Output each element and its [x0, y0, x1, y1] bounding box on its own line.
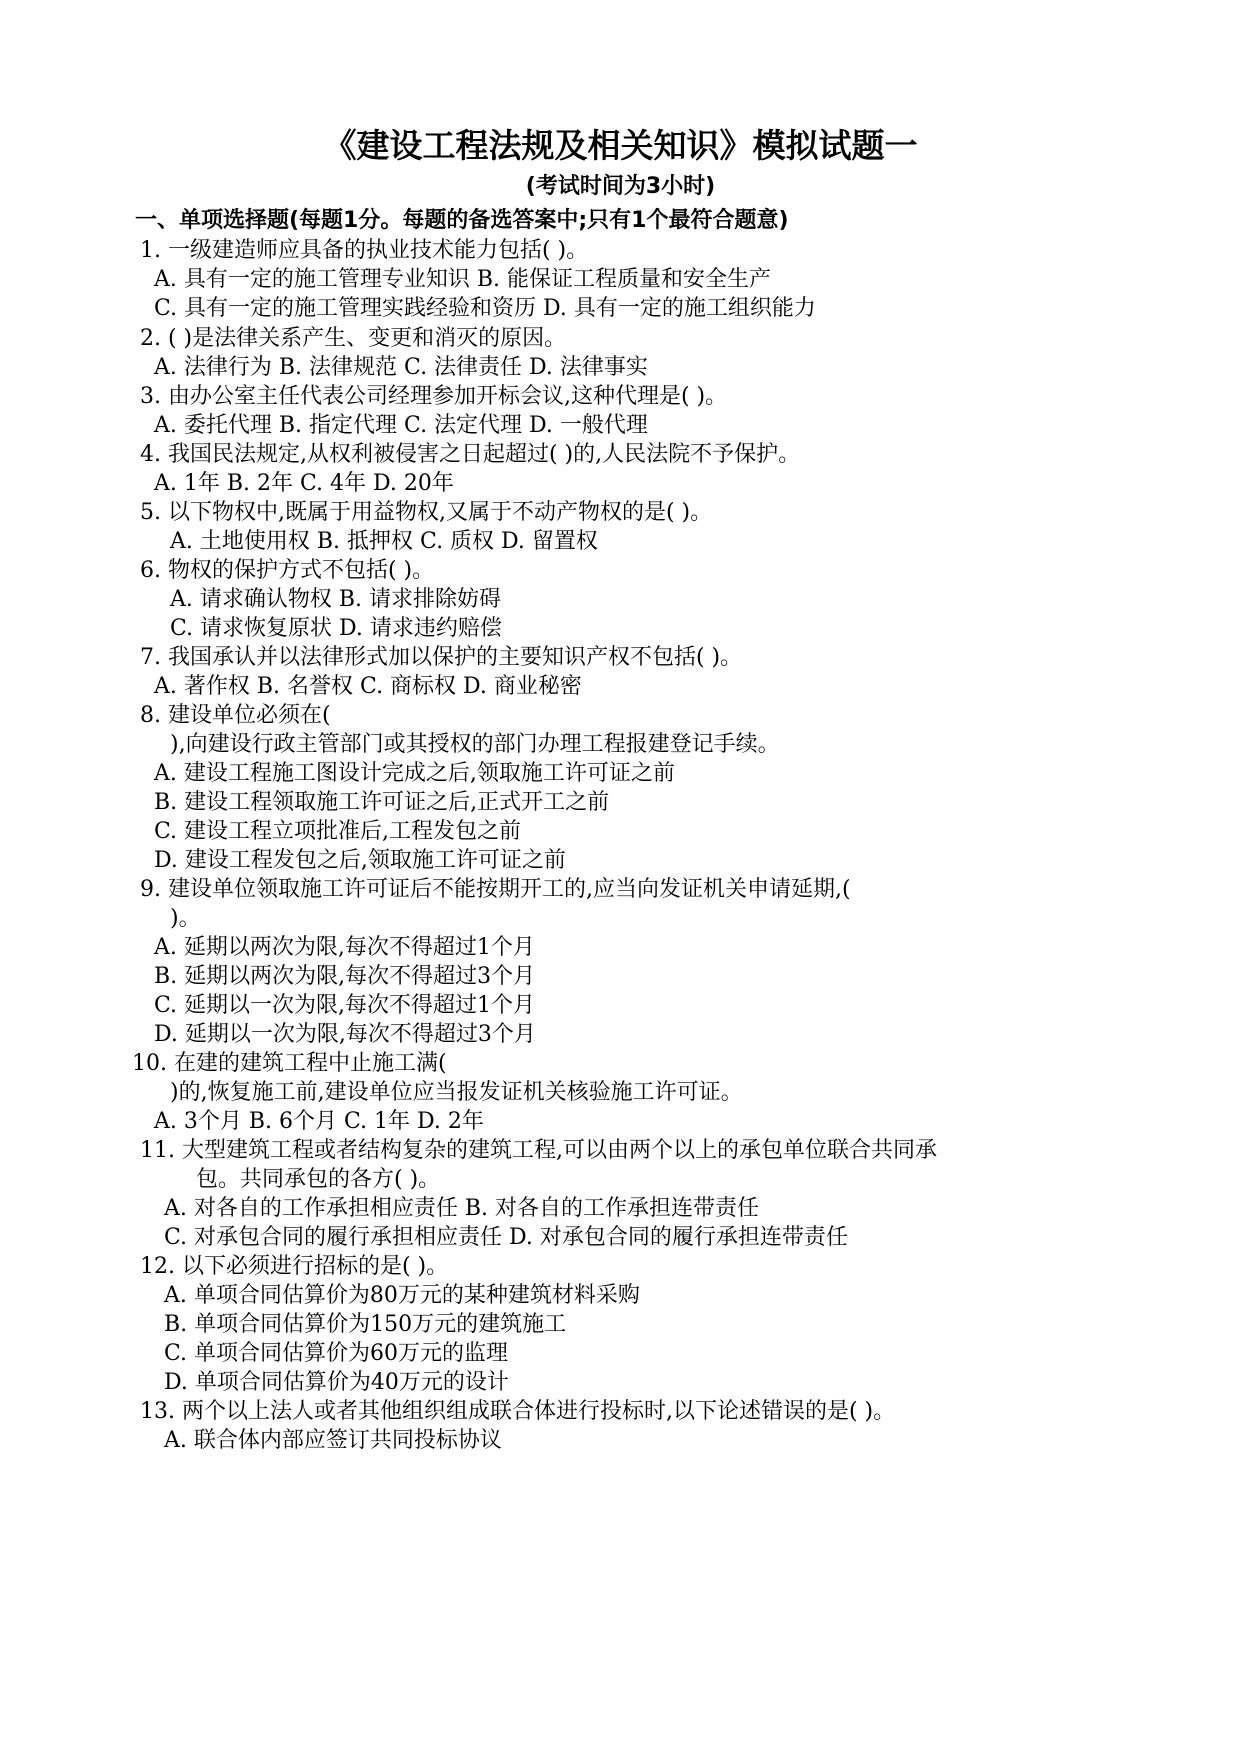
question-1-options-line-2: C. 具有一定的施工管理实践经验和资历 D. 具有一定的施工组织能力	[154, 296, 816, 321]
question-9-stem-continued: )。	[170, 906, 201, 931]
question-8-stem: 8. 建设单位必须在(	[140, 703, 331, 728]
question-12-option-b: B. 单项合同估算价为150万元的建筑施工	[164, 1312, 567, 1337]
question-12-option-c: C. 单项合同估算价为60万元的监理	[164, 1341, 509, 1366]
question-12-option-a: A. 单项合同估算价为80万元的某种建筑材料采购	[164, 1283, 640, 1308]
question-8-option-b: B. 建设工程领取施工许可证之后,正式开工之前	[154, 790, 610, 815]
question-10-stem-continued: )的,恢复施工前,建设单位应当报发证机关核验施工许可证。	[170, 1080, 743, 1105]
question-8-option-a: A. 建设工程施工图设计完成之后,领取施工许可证之前	[154, 761, 675, 786]
question-7-options: A. 著作权 B. 名誉权 C. 商标权 D. 商业秘密	[154, 674, 582, 699]
question-9-stem: 9. 建设单位领取施工许可证后不能按期开工的,应当向发证机关申请延期,(	[140, 877, 851, 902]
question-11-options-line-1: A. 对各自的工作承担相应责任 B. 对各自的工作承担连带责任	[164, 1196, 760, 1221]
question-10-stem: 10. 在建的建筑工程中止施工满(	[132, 1051, 447, 1076]
question-2-options: A. 法律行为 B. 法律规范 C. 法律责任 D. 法律事实	[154, 355, 648, 380]
section-heading: 一、单项选择题(每题1分。每题的备选答案中;只有1个最符合题意)	[135, 208, 789, 233]
question-4-stem: 4. 我国民法规定,从权利被侵害之日起超过( )的,人民法院不予保护。	[140, 442, 801, 467]
question-12-option-d: D. 单项合同估算价为40万元的设计	[164, 1370, 509, 1395]
question-6-options-line-2: C. 请求恢复原状 D. 请求违约赔偿	[170, 616, 502, 641]
question-9-option-b: B. 延期以两次为限,每次不得超过3个月	[154, 964, 536, 989]
question-13-stem: 13. 两个以上法人或者其他组织组成联合体进行投标时,以下论述错误的是( )。	[140, 1399, 896, 1424]
question-10-options: A. 3个月 B. 6个月 C. 1年 D. 2年	[154, 1109, 484, 1134]
question-8-option-c: C. 建设工程立项批准后,工程发包之前	[154, 819, 522, 844]
question-12-stem: 12. 以下必须进行招标的是( )。	[140, 1254, 449, 1279]
question-8-option-d: D. 建设工程发包之后,领取施工许可证之前	[154, 848, 566, 873]
question-9-option-a: A. 延期以两次为限,每次不得超过1个月	[154, 935, 535, 960]
question-8-stem-continued: ),向建设行政主管部门或其授权的部门办理工程报建登记手续。	[170, 732, 780, 757]
question-1-stem: 1. 一级建造师应具备的执业技术能力包括( )。	[140, 238, 589, 263]
question-9-option-c: C. 延期以一次为限,每次不得超过1个月	[154, 993, 536, 1018]
question-6-stem: 6. 物权的保护方式不包括( )。	[140, 558, 435, 583]
question-5-options: A. 土地使用权 B. 抵押权 C. 质权 D. 留置权	[170, 529, 598, 554]
question-4-options: A. 1年 B. 2年 C. 4年 D. 20年	[154, 471, 454, 496]
question-1-options-line-1: A. 具有一定的施工管理专业知识 B. 能保证工程质量和安全生产	[154, 267, 772, 292]
exam-duration: (考试时间为3小时)	[525, 174, 716, 199]
question-3-options: A. 委托代理 B. 指定代理 C. 法定代理 D. 一般代理	[154, 413, 648, 438]
question-11-stem: 11. 大型建筑工程或者结构复杂的建筑工程,可以由两个以上的承包单位联合共同承	[140, 1138, 937, 1163]
question-11-stem-continued: 包。共同承包的各方( )。	[196, 1167, 441, 1192]
question-5-stem: 5. 以下物权中,既属于用益物权,又属于不动产物权的是( )。	[140, 500, 713, 525]
question-3-stem: 3. 由办公室主任代表公司经理参加开标会议,这种代理是( )。	[140, 384, 728, 409]
question-11-options-line-2: C. 对承包合同的履行承担相应责任 D. 对承包合同的履行承担连带责任	[164, 1225, 848, 1250]
question-9-option-d: D. 延期以一次为限,每次不得超过3个月	[154, 1022, 536, 1047]
question-2-stem: 2. ( )是法律关系产生、变更和消灭的原因。	[140, 326, 567, 351]
question-7-stem: 7. 我国承认并以法律形式加以保护的主要知识产权不包括( )。	[140, 645, 743, 670]
question-13-option-a: A. 联合体内部应签订共同投标协议	[164, 1428, 502, 1453]
page-title: 《建设工程法规及相关知识》模拟试题一	[323, 126, 918, 165]
question-6-options-line-1: A. 请求确认物权 B. 请求排除妨碍	[170, 587, 502, 612]
